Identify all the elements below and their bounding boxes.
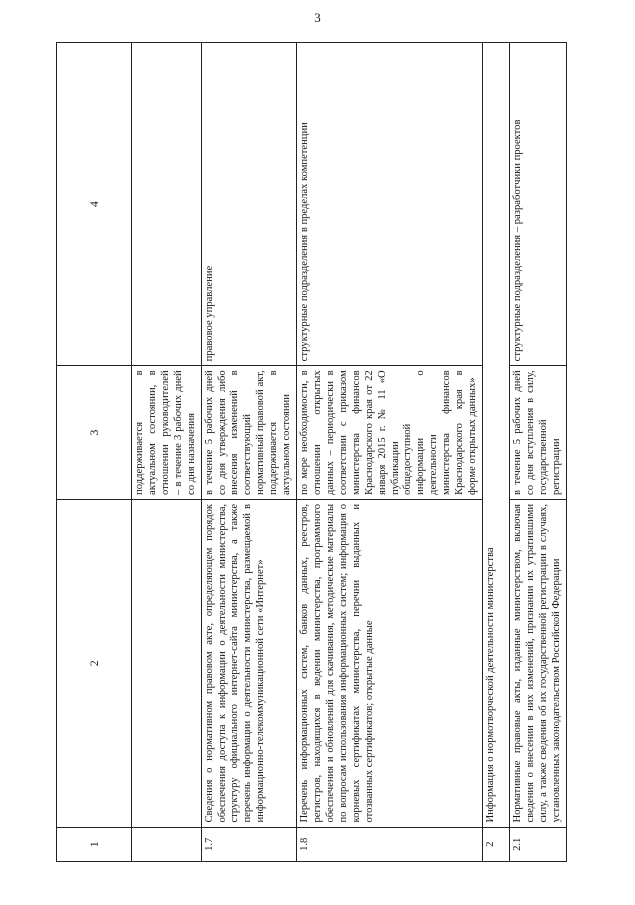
responsible-cell: правовое управление — [201, 43, 296, 366]
table-row — [132, 43, 202, 862]
header-cell: 2 — [57, 499, 132, 827]
row-number: 1.7 — [201, 827, 296, 861]
rotated-table-area — [56, 42, 570, 862]
row-number: 2 — [482, 827, 509, 861]
responsible-cell — [132, 43, 202, 366]
row-number: 1.8 — [297, 827, 483, 861]
header-cell: 3 — [57, 366, 132, 500]
term-cell: в течение 5 рабочих дней со дня утверждения либо внесения изменений в соответствующий нормативный правовой акт, поддерживается в актуальном состоянии — [201, 366, 296, 500]
info-cell: Перечень информационных систем, банков данных, реестров, регистров, находящихся в ведении министерства, программного обеспечения и обновлений для скачивания, методические материалы по вопросам использования информационных систем; информация о корневых сертификатах министерства, перечни выданных и отозванных сертификатов; открытые данные — [297, 499, 483, 827]
table-header-row — [57, 43, 132, 862]
table-row — [297, 43, 483, 862]
responsible-cell: структурные подразделения в пределах компетенции — [297, 43, 483, 366]
row-number: 2.1 — [509, 827, 566, 861]
header-cell: 1 — [57, 827, 132, 861]
disclosure-table — [56, 42, 567, 862]
rotated-table-container — [56, 42, 570, 862]
info-cell — [132, 499, 202, 827]
section-title: Информация о нормотворческой деятельности министерства — [482, 43, 509, 828]
table-row — [509, 43, 566, 862]
term-cell: по мере необходимости, в отношении открытых данных – периодически в соответствии с приказом министерства финансов Краснодарского края от 22 января 2015 г. № 11 «О публикации общедоступной информации о деятельности министерства финансов Краснодарского края в форме открытых данных» — [297, 366, 483, 500]
page-number: 3 — [314, 10, 321, 25]
row-number — [132, 827, 202, 861]
info-cell: Нормативные правовые акты, изданные министерством, включая сведения о внесении в них изменений, признании их утратившими силу, а также сведения об их государственной регистрации в случаях, установленных законодательством Российской Федерации — [509, 499, 566, 827]
term-cell: в течение 5 рабочих дней со дня вступления в силу, государственной регистрации — [509, 366, 566, 500]
responsible-cell: структурные подразделения – разработчики проектов — [509, 43, 566, 366]
info-cell: Сведения о нормативном правовом акте, определяющем порядок обеспечения доступа к информации о деятельности министерства, структуру официального интернет-сайта министерства, а также перечень информации о деятельности министерства, размещаемой в информационно-телекоммуникационной сети «Интернет» — [201, 499, 296, 827]
term-cell: поддерживается в актуальном состоянии, в отношении руководителей – в течение 3 рабочих дней со дня назначения — [132, 366, 202, 500]
table-row — [201, 43, 296, 862]
header-cell: 4 — [57, 43, 132, 366]
section-row — [482, 43, 509, 862]
